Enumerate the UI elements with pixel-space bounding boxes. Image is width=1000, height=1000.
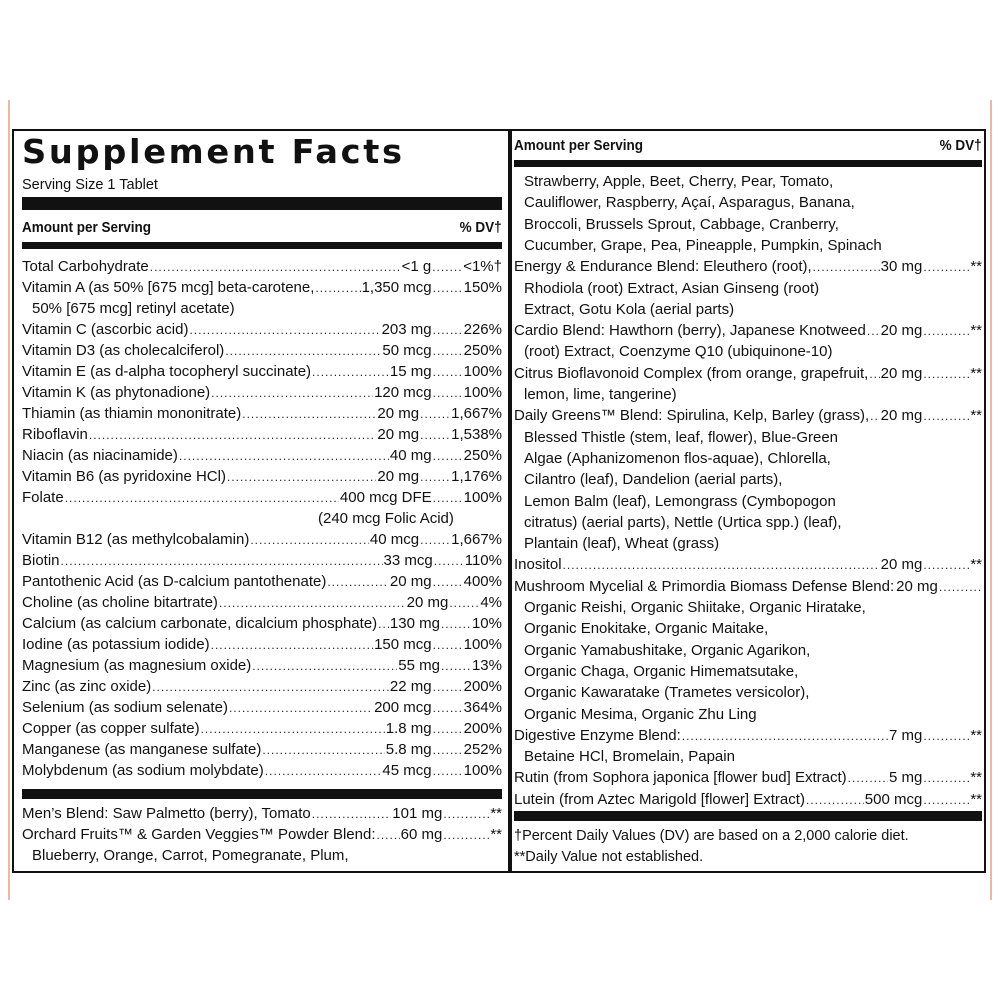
leader-dots [441, 656, 471, 676]
amount-value: 150 mcg [374, 636, 432, 653]
daily-value: 13% [471, 657, 502, 674]
leader-dots [377, 825, 400, 845]
leader-dots [262, 740, 384, 760]
nutrient-row [22, 824, 502, 845]
leader-dots [420, 404, 450, 424]
leader-dots [420, 467, 450, 487]
amount-per-serving-header: Amount per Serving [22, 219, 152, 236]
daily-value: 200% [463, 720, 502, 737]
ingredient-name: Thiamin (as thiamin mononitrate) [22, 405, 242, 422]
amount-value: 55 mg [398, 657, 440, 674]
continuation-line: Strawberry, Apple, Beet, Cherry, Pear, Tomato, [524, 173, 834, 190]
amount-value: 33 mcg [383, 552, 433, 569]
amount-value: 7 mg [888, 726, 923, 744]
amount-value: 20 mg [880, 556, 923, 574]
leader-dots [923, 726, 969, 746]
leader-dots [923, 321, 969, 341]
ingredient-name: Manganese (as manganese sulfate) [22, 741, 262, 758]
ingredient-name: Orchard Fruits™ & Garden Veggies™ Powder Blend: [22, 826, 376, 843]
leader-dots [441, 614, 471, 634]
leader-dots [242, 404, 376, 424]
ingredient-name: Biotin [22, 552, 60, 569]
ingredient-name: Pantothenic Acid (as D-calcium pantothenate) [22, 573, 327, 590]
leader-dots [420, 425, 450, 445]
nutrient-row [514, 725, 982, 746]
amount-value: 20 mg [377, 468, 420, 485]
daily-value: 100% [463, 636, 502, 653]
amount-value: 40 mcg [369, 531, 420, 548]
ingredient-name: Vitamin B6 (as pyridoxine HCl) [22, 468, 226, 485]
ingredient-name: Total Carbohydrate [22, 258, 149, 275]
amount-value: 20 mg [880, 364, 923, 382]
ingredient-name: Zinc (as zinc oxide) [22, 678, 152, 695]
amount-value: 22 mg [389, 678, 432, 695]
nutrient-row [22, 424, 502, 445]
leader-dots [433, 362, 463, 382]
ingredient-name: Molybdenum (as sodium molybdate) [22, 762, 264, 779]
nutrient-row [22, 529, 502, 550]
footnote-dv: †Percent Daily Values (DV) are based on a 2,000 calorie diet. [514, 828, 909, 844]
nutrient-row [22, 487, 502, 508]
continuation-line: Blueberry, Orange, Carrot, Pomegranate, Plum, [32, 847, 349, 864]
leader-dots [378, 614, 389, 634]
amount-value: 60 mg [400, 826, 443, 843]
leader-dots [433, 341, 463, 361]
nutrient-row [514, 256, 982, 277]
leader-dots [682, 726, 888, 746]
daily-value: ** [970, 407, 982, 425]
daily-value: ** [970, 556, 982, 574]
thick-rule-lower [22, 789, 502, 799]
continuation-line: Broccoli, Brussels Sprout, Cabbage, Cranberry, [524, 215, 839, 233]
daily-value: 252% [463, 741, 502, 758]
daily-value: 100% [463, 384, 502, 401]
ingredient-name: Men’s Blend: Saw Palmetto (berry), Tomato [22, 805, 311, 822]
daily-value: ** [490, 805, 502, 822]
leader-dots [923, 257, 969, 277]
continuation-line: citratus) (aerial parts), Nettle (Urtica spp.) (leaf), [524, 513, 842, 531]
leader-dots [315, 278, 360, 298]
ingredient-name: Inositol [514, 556, 562, 574]
leader-dots [211, 383, 373, 403]
amount-value: 1.8 mg [385, 720, 432, 737]
leader-dots [65, 488, 339, 508]
label-title: Supplement Facts [22, 132, 405, 171]
leader-dots [443, 804, 489, 824]
leader-dots [433, 320, 463, 340]
amount-per-serving-header-right: Amount per Serving [514, 137, 644, 154]
ingredient-name: Daily Greens™ Blend: Spirulina, Kelp, Barley (grass), [514, 407, 870, 425]
leader-dots [433, 740, 463, 760]
continuation-line: Cauliflower, Raspberry, Açaí, Asparagus, Banana, [524, 194, 855, 212]
leader-dots [443, 825, 489, 845]
daily-value: 110% [464, 552, 502, 569]
leader-dots [869, 364, 879, 384]
amount-value: 50 mcg [382, 342, 432, 359]
leader-dots [433, 278, 463, 298]
leader-dots [433, 446, 463, 466]
nutrient-row [22, 256, 502, 277]
nutrient-row [22, 592, 502, 613]
nutrient-row [22, 403, 502, 424]
ingredient-name: Iodine (as potassium iodide) [22, 636, 210, 653]
nutrient-row [22, 319, 502, 340]
ingredient-name: Magnesium (as magnesium oxide) [22, 657, 252, 674]
daily-value: ** [970, 364, 982, 382]
daily-value: 10% [471, 615, 502, 632]
daily-value: 1,176% [451, 468, 502, 485]
ingredient-name: Vitamin B12 (as methylcobalamin) [22, 531, 250, 548]
leader-dots [867, 321, 880, 341]
nutrient-row [22, 277, 502, 298]
daily-value: ** [490, 826, 502, 843]
continuation-line: Algae (Aphanizomenon flos-aquae), Chlorella, [524, 449, 831, 467]
continuation-line: (root) Extract, Coenzyme Q10 (ubiquinone-10) [524, 343, 833, 361]
amount-value: 101 mg [392, 805, 443, 822]
daily-value: 1,667% [451, 405, 502, 422]
amount-value: 20 mg [406, 594, 449, 611]
amount-value: 20 mg [377, 405, 420, 422]
continuation-line: Organic Yamabushitake, Organic Agarikon, [524, 641, 811, 659]
ingredient-name: Niacin (as niacinamide) [22, 447, 178, 464]
leader-dots [923, 406, 969, 426]
nutrient-row [22, 382, 502, 403]
nutrient-row [22, 676, 502, 697]
amount-value: 20 mg [896, 577, 938, 595]
amount-value: 20 mg [880, 407, 923, 425]
medium-rule-right [514, 160, 982, 167]
nutrient-row [22, 466, 502, 487]
ingredient-name: Citrus Bioflavonoid Complex (from orange, grapefruit, [514, 364, 869, 382]
nutrient-row [514, 789, 982, 810]
leader-dots [201, 719, 385, 739]
amount-value: 5 mg [888, 769, 923, 787]
daily-value: 100% [463, 363, 502, 380]
continuation-line: 50% [675 mcg] retinyl acetate) [32, 300, 235, 317]
thick-rule [22, 197, 502, 210]
thick-rule-right [514, 811, 982, 821]
leader-dots [923, 364, 969, 384]
amount-value: 20 mg [880, 322, 923, 340]
daily-value: ** [970, 790, 982, 808]
leader-dots [420, 530, 450, 550]
ingredient-name: Vitamin K (as phytonadione) [22, 384, 211, 401]
leader-dots [189, 320, 380, 340]
leader-dots [225, 341, 381, 361]
leader-dots [813, 257, 880, 277]
percent-dv-header-right: % DV† [939, 137, 982, 154]
ingredient-name: Vitamin E (as d-alpha tocopheryl succinate) [22, 363, 312, 380]
leader-dots [219, 593, 406, 613]
leader-dots [433, 488, 463, 508]
leader-dots [939, 577, 982, 597]
daily-value: ** [970, 769, 982, 787]
leader-dots [89, 425, 377, 445]
leader-dots [252, 656, 397, 676]
ingredient-name: Vitamin C (ascorbic acid) [22, 321, 189, 338]
nutrient-row [514, 576, 982, 597]
ingredient-name: Selenium (as sodium selenate) [22, 699, 228, 716]
leader-dots [433, 677, 463, 697]
nutrient-row [22, 760, 502, 781]
leader-dots [806, 790, 864, 810]
daily-value: 200% [463, 678, 502, 695]
ingredient-name: Riboflavin [22, 426, 88, 443]
continuation-line: Organic Enokitake, Organic Maitake, [524, 620, 769, 638]
nutrient-row [22, 550, 502, 571]
amount-value: 20 mg [389, 573, 432, 590]
ingredient-name: Choline (as choline bitartrate) [22, 594, 218, 611]
ingredient-name: Folate [22, 489, 64, 506]
continuation-line: Betaine HCl, Bromelain, Papain [524, 748, 735, 766]
amount-value: 5.8 mg [385, 741, 432, 758]
leader-dots [923, 768, 969, 788]
leader-dots [327, 572, 389, 592]
leader-dots [449, 593, 479, 613]
continuation-line: Blessed Thistle (stem, leaf, flower), Blue-Green [524, 428, 839, 446]
daily-value: 400% [463, 573, 502, 590]
supplement-facts-label [12, 129, 986, 873]
daily-value: ** [970, 322, 982, 340]
ingredient-name: Digestive Enzyme Blend: [514, 726, 681, 744]
leader-dots [179, 446, 389, 466]
amount-value: 130 mg [389, 615, 440, 632]
nutrient-row [22, 613, 502, 634]
daily-value: 250% [463, 447, 502, 464]
daily-value: 1,667% [451, 531, 502, 548]
continuation-line: Rhodiola (root) Extract, Asian Ginseng (root) [524, 279, 820, 297]
continuation-line: Cucumber, Grape, Pea, Pineapple, Pumpkin, Spinach [524, 236, 882, 254]
left-edge-mark [8, 100, 10, 900]
daily-value: ** [970, 258, 982, 276]
serving-size: Serving Size 1 Tablet [22, 177, 158, 193]
daily-value: 364% [463, 699, 502, 716]
ingredient-name: Copper (as copper sulfate) [22, 720, 200, 737]
folic-acid-note: (240 mcg Folic Acid) [318, 510, 454, 527]
leader-dots [227, 467, 376, 487]
nutrient-row [514, 363, 982, 384]
daily-value: ** [970, 726, 982, 744]
ingredient-name: Rutin (from Sophora japonica [flower bud] Extract) [514, 769, 847, 787]
leader-dots [229, 698, 373, 718]
leader-dots [870, 406, 879, 426]
nutrient-row [514, 767, 982, 788]
continuation-line: Lemon Balm (leaf), Lemongrass (Cymbopogon [524, 492, 836, 510]
nutrient-row [22, 697, 502, 718]
amount-value: 1,350 mcg [361, 279, 432, 296]
leader-dots [923, 790, 969, 810]
amount-value: 45 mcg [382, 762, 432, 779]
nutrient-row [22, 718, 502, 739]
leader-dots [433, 698, 463, 718]
nutrient-row [514, 320, 982, 341]
leader-dots [250, 530, 369, 550]
continuation-line: Organic Mesima, Organic Zhu Ling [524, 705, 757, 723]
continuation-line: Organic Reishi, Organic Shiitake, Organic Hiratake, [524, 599, 866, 616]
daily-value: 226% [463, 321, 502, 338]
amount-value: 20 mg [377, 426, 420, 443]
column-divider [508, 131, 512, 871]
footnotes [514, 826, 909, 868]
nutrient-row [22, 739, 502, 760]
leader-dots [312, 804, 392, 824]
leader-dots [265, 761, 382, 781]
nutrient-row [22, 340, 502, 361]
nutrient-row [22, 803, 502, 824]
ingredient-name: Calcium (as calcium carbonate, dicalcium phosphate) [22, 615, 378, 632]
amount-value: 400 mcg DFE [339, 489, 432, 506]
ingredient-name: Cardio Blend: Hawthorn (berry), Japanese Knotweed [514, 322, 866, 340]
leader-dots [923, 555, 969, 575]
leader-dots [433, 761, 463, 781]
leader-dots [433, 383, 463, 403]
nutrient-row [514, 554, 982, 575]
ingredient-name: Vitamin A (as 50% [675 mcg] beta-carotene, [22, 279, 315, 296]
leader-dots [433, 635, 463, 655]
amount-value: 203 mg [381, 321, 432, 338]
ingredient-name: Energy & Endurance Blend: Eleuthero (root), [514, 258, 812, 276]
nutrient-row [22, 571, 502, 592]
continuation-line: Extract, Gotu Kola (aerial parts) [524, 300, 735, 318]
nutrient-row [22, 361, 502, 382]
amount-value: 40 mg [389, 447, 432, 464]
medium-rule [22, 242, 502, 249]
continuation-line: Organic Chaga, Organic Himematsutake, [524, 662, 799, 680]
daily-value: <1%† [463, 258, 502, 275]
nutrient-row [514, 405, 982, 426]
daily-value: 100% [463, 762, 502, 779]
ingredient-name: Vitamin D3 (as cholecalciferol) [22, 342, 225, 359]
leader-dots [152, 677, 389, 697]
amount-value: <1 g [401, 258, 432, 275]
leader-dots [312, 362, 389, 382]
leader-dots [434, 551, 464, 571]
daily-value: 1,538% [451, 426, 502, 443]
leader-dots [848, 768, 888, 788]
continuation-line: lemon, lime, tangerine) [524, 386, 677, 403]
nutrient-row [22, 445, 502, 466]
leader-dots [563, 555, 880, 575]
percent-dv-header: % DV† [459, 219, 502, 236]
amount-value: 120 mcg [374, 384, 432, 401]
amount-value: 15 mg [389, 363, 432, 380]
nutrient-row [22, 634, 502, 655]
footnote-not-established: **Daily Value not established. [514, 849, 704, 865]
continuation-line: Plantain (leaf), Wheat (grass) [524, 535, 720, 553]
daily-value: 100% [463, 489, 502, 506]
leader-dots [432, 257, 462, 277]
daily-value: 4% [480, 594, 502, 611]
leader-dots [150, 257, 401, 277]
nutrient-row [22, 655, 502, 676]
daily-value: 250% [463, 342, 502, 359]
leader-dots [61, 551, 383, 571]
amount-value: 30 mg [880, 258, 923, 276]
leader-dots [433, 719, 463, 739]
continuation-line: Cilantro (leaf), Dandelion (aerial parts), [524, 471, 783, 489]
leader-dots [211, 635, 373, 655]
amount-value: 200 mcg [374, 699, 432, 716]
ingredient-name: Lutein (from Aztec Marigold [flower] Extract) [514, 790, 805, 808]
daily-value: 150% [463, 279, 502, 296]
amount-value: 500 mcg [864, 790, 923, 808]
continuation-line: Organic Kawaratake (Trametes versicolor), [524, 684, 810, 702]
leader-dots [433, 572, 463, 592]
ingredient-name: Mushroom Mycelial & Primordia Biomass Defense Blend: [514, 577, 895, 595]
